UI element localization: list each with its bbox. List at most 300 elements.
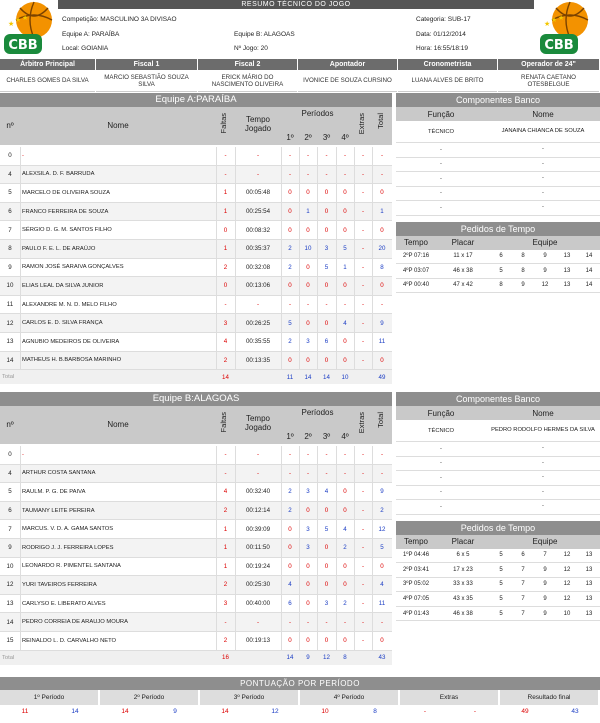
player-row <box>0 333 392 352</box>
bench-header <box>396 406 600 420</box>
player-tot: 0 <box>380 189 384 197</box>
player-p2: - <box>306 451 310 459</box>
timeout-player: 9 <box>543 596 547 603</box>
total-f: 16 <box>222 654 229 662</box>
player-f: 1 <box>223 544 228 552</box>
official-col <box>498 59 600 92</box>
official-role: Fiscal 1 <box>96 59 197 70</box>
player-f: 2 <box>223 263 228 271</box>
player-p1: 0 <box>288 562 292 570</box>
player-f: 1 <box>223 562 228 570</box>
bench-funcao: TÉCNICO <box>427 128 455 135</box>
player-p4: 0 <box>343 637 347 645</box>
player-row <box>0 296 392 315</box>
player-row <box>0 314 392 333</box>
bench-header-nome: Nome <box>532 109 554 119</box>
period-score-panel <box>0 677 600 717</box>
player-f: 0 <box>223 282 228 290</box>
bench-funcao: - <box>440 445 442 452</box>
player-p4: 0 <box>343 562 347 570</box>
svg-text:★: ★ <box>544 21 551 28</box>
player-f: 4 <box>223 488 228 496</box>
timeout-placar: 6 x 5 <box>456 552 470 559</box>
col-header-name: Nome <box>107 420 129 429</box>
player-n: 13 <box>6 600 14 608</box>
timeout-player: 7 <box>521 566 525 573</box>
player-p4: 0 <box>343 226 347 234</box>
team-title: Equipe A:PARAÍBA <box>0 93 392 107</box>
player-tot: - <box>380 618 384 626</box>
player-name: RODRIGO J. J. FERREIRA LOPES <box>22 544 114 551</box>
player-ex: - <box>361 208 365 216</box>
timeout-player: 9 <box>543 581 547 588</box>
team-b-label: Equipe B: ALAGOAS <box>234 31 295 38</box>
player-p1: 0 <box>288 282 292 290</box>
official-col <box>198 59 298 92</box>
player-p4: 5 <box>343 245 347 253</box>
player-p2: 0 <box>306 581 310 589</box>
svg-text:★: ★ <box>551 17 558 24</box>
player-p1: 0 <box>288 208 292 216</box>
player-p2: 0 <box>306 562 310 570</box>
player-p3: 0 <box>324 637 329 645</box>
match-time: Hora: 16:55/18:19 <box>416 45 469 52</box>
player-p4: 0 <box>343 338 347 346</box>
col-header-periodos: Períodos <box>301 408 334 417</box>
official-name: IVONICE DE SOUZA CURSINO <box>298 70 397 92</box>
player-p4: 0 <box>343 282 347 290</box>
official-name: MARCIO SEBASTIÃO SOUZA SILVA <box>96 70 197 92</box>
player-n: 14 <box>6 618 14 626</box>
player-t: 00:13:06 <box>245 282 271 290</box>
player-p3: 0 <box>324 507 329 515</box>
bench-funcao: - <box>440 204 442 211</box>
player-row <box>0 576 392 595</box>
player-t: 00:35:37 <box>245 245 271 253</box>
player-p4: 0 <box>343 356 347 364</box>
player-name: RAULM. P. G. DE PAIVA <box>22 488 86 495</box>
player-row <box>0 203 392 222</box>
player-row <box>0 613 392 632</box>
player-f: 3 <box>223 319 228 327</box>
total-label: Total <box>2 374 15 381</box>
player-p2: 10 <box>304 245 312 253</box>
player-p2: 0 <box>306 282 310 290</box>
player-tot: 0 <box>380 562 384 570</box>
player-t: 00:32:08 <box>245 263 271 271</box>
svg-text:★: ★ <box>15 17 22 24</box>
timeout-player: 9 <box>543 267 547 274</box>
player-n: 14 <box>6 356 14 364</box>
period-head: Resultado final <box>500 690 600 705</box>
official-col <box>398 59 498 92</box>
category: Categoria: SUB-17 <box>416 16 471 23</box>
player-p1: 2 <box>288 507 292 515</box>
col-header-faltas: Faltas <box>219 113 228 134</box>
bench-nome: - <box>542 445 544 452</box>
timeout-row <box>396 607 600 622</box>
player-f: 1 <box>223 189 228 197</box>
report-title: RESUMO TÉCNICO DO JOGO <box>58 0 534 9</box>
player-p2: 3 <box>306 544 310 552</box>
player-n: 0 <box>8 451 12 459</box>
timeout-player: 10 <box>563 610 571 617</box>
player-name: - <box>22 451 24 458</box>
bench-nome: - <box>542 160 544 167</box>
timeout-player: 12 <box>563 596 571 603</box>
player-tot: - <box>380 301 384 309</box>
team-total-row <box>0 370 392 384</box>
team-a-side-panel <box>396 93 600 293</box>
player-n: 11 <box>6 301 14 309</box>
timeout-player: 5 <box>499 566 503 573</box>
player-p4: - <box>343 469 347 477</box>
player-p3: - <box>325 618 328 626</box>
team-a-label: Equipe A: PARAÍBA <box>62 31 120 38</box>
player-tot: 0 <box>380 282 384 290</box>
player-f: - <box>224 618 227 626</box>
player-ex: - <box>361 282 365 290</box>
timeout-player: 9 <box>543 610 547 617</box>
player-p2: 0 <box>306 189 310 197</box>
player-p2: 0 <box>306 637 310 645</box>
player-tot: 9 <box>380 488 384 496</box>
player-p2: - <box>306 301 310 309</box>
player-name: ALEXSILA. D. F. BARRUDA <box>22 171 95 178</box>
player-t: - <box>256 618 260 626</box>
player-ex: - <box>361 170 365 178</box>
timeouts-title: Pedidos de Tempo <box>396 222 600 236</box>
player-n: 6 <box>8 507 12 515</box>
bench-row <box>396 201 600 216</box>
player-t: 00:26:25 <box>245 319 271 327</box>
player-name: MARCUS. V. D. A. GAMA SANTOS <box>22 526 114 533</box>
player-p4: 0 <box>343 189 347 197</box>
bench-title: Componentes Banco <box>396 93 600 107</box>
bench-funcao: - <box>440 146 442 153</box>
bench-funcao: TÉCNICO <box>427 427 455 434</box>
player-p4: - <box>343 152 347 160</box>
player-name: MARCELO DE OLIVEIRA SOUZA <box>22 189 110 196</box>
period-head: 4º Período <box>300 690 400 705</box>
player-tot: 11 <box>378 338 386 346</box>
period-value: 10 <box>321 707 329 715</box>
player-t: 00:39:09 <box>245 525 271 533</box>
player-name: MATHEUS H. B.BARBOSA MARINHO <box>22 357 122 364</box>
timeout-player: 8 <box>521 267 525 274</box>
player-p3: - <box>325 451 328 459</box>
player-p1: - <box>288 170 292 178</box>
match-number: Nº Jogo: 20 <box>234 45 268 52</box>
player-t: 00:19:13 <box>245 637 271 645</box>
official-role: Árbitro Principal <box>0 59 95 70</box>
timeout-player: 14 <box>585 253 593 260</box>
timeouts-header-tempo: Tempo <box>403 238 428 247</box>
player-p2: 0 <box>306 356 310 364</box>
player-p3: 5 <box>324 263 329 271</box>
bench-row <box>396 471 600 486</box>
player-p4: 2 <box>343 544 347 552</box>
period-value: 8 <box>373 707 377 715</box>
cbb-logo-right <box>536 0 598 56</box>
player-tot: 9 <box>380 319 384 327</box>
player-p3: 0 <box>324 282 329 290</box>
player-p1: 2 <box>288 338 292 346</box>
player-p3: 3 <box>324 245 329 253</box>
timeout-player: 13 <box>563 282 571 289</box>
period-value: 14 <box>121 707 129 715</box>
bench-nome: JANAINA CHIANCA DE SOUZA <box>501 128 585 134</box>
player-p2: 0 <box>306 600 310 608</box>
player-name: FRANCO FERREIRA DE SOUZA <box>22 208 109 215</box>
bench-row <box>396 172 600 187</box>
team-total-row <box>0 651 392 665</box>
player-row <box>0 166 392 185</box>
svg-text:★: ★ <box>8 21 15 28</box>
total-f: 14 <box>222 373 229 381</box>
player-n: 12 <box>6 319 14 327</box>
col-header-p4: 4º <box>341 432 349 441</box>
player-n: 0 <box>8 152 12 160</box>
total-p3: 14 <box>323 373 330 381</box>
player-p2: 3 <box>306 338 310 346</box>
player-row <box>0 465 392 484</box>
player-t: 00:25:54 <box>245 208 271 216</box>
logo-text-left: CBB <box>8 38 38 53</box>
player-f: 1 <box>223 245 228 253</box>
player-p4: 0 <box>343 507 347 515</box>
col-header-total: Total <box>376 412 385 428</box>
timeout-player: 13 <box>563 253 571 260</box>
timeouts-header-equipe: Equipe <box>532 238 558 247</box>
total-p4: 8 <box>343 654 347 662</box>
timeouts-title: Pedidos de Tempo <box>396 521 600 535</box>
player-row <box>0 277 392 296</box>
col-header-p2: 2º <box>304 133 312 142</box>
timeout-player: 5 <box>499 610 503 617</box>
player-p4: 4 <box>343 319 347 327</box>
bench-row <box>396 457 600 472</box>
timeout-placar: 43 x 35 <box>453 596 473 603</box>
player-t: 00:35:55 <box>245 338 271 346</box>
timeout-player: 8 <box>499 282 503 289</box>
team-table-header <box>0 406 392 446</box>
period-value: 12 <box>271 707 279 715</box>
player-tot: 0 <box>380 356 384 364</box>
player-p1: - <box>288 152 292 160</box>
player-t: 00:32:40 <box>245 488 271 496</box>
player-p2: 3 <box>306 488 310 496</box>
timeout-player: 13 <box>585 566 593 573</box>
period-head: Extras <box>400 690 500 705</box>
timeout-player: 5 <box>499 267 503 274</box>
official-role: Cronometrista <box>398 59 497 70</box>
timeouts-header <box>396 535 600 549</box>
match-location: Local: GOIANIA <box>62 45 109 52</box>
match-header <box>58 0 534 58</box>
player-p1: - <box>288 469 292 477</box>
timeout-tempo: 2ºP 03:41 <box>402 566 430 573</box>
total-p4: 10 <box>341 373 349 381</box>
player-p3: - <box>325 301 328 309</box>
bench-funcao: - <box>440 190 442 197</box>
player-p3: 0 <box>324 544 329 552</box>
logo-text-right: CBB <box>544 38 574 53</box>
player-ex: - <box>361 507 365 515</box>
timeout-player: 9 <box>543 566 547 573</box>
player-tot: 5 <box>380 544 384 552</box>
col-header-p3: 3º <box>322 133 331 142</box>
player-p2: 0 <box>306 507 310 515</box>
bench-nome: - <box>542 474 544 481</box>
player-p1: 0 <box>288 356 292 364</box>
timeout-player: 14 <box>585 282 593 289</box>
player-t: - <box>256 152 260 160</box>
timeout-player: 9 <box>521 282 525 289</box>
player-p1: 0 <box>288 525 292 533</box>
timeout-tempo: 4ºP 07:05 <box>402 596 430 603</box>
period-value: 14 <box>71 707 79 715</box>
player-tot: - <box>380 451 384 459</box>
player-p4: 0 <box>343 488 347 496</box>
period-value: 43 <box>571 707 579 715</box>
period-score-values <box>0 705 600 717</box>
bench-header-funcao: Função <box>427 109 455 119</box>
player-row <box>0 558 392 577</box>
bench-row <box>396 121 600 143</box>
player-tot: 1 <box>380 208 384 216</box>
player-t: 00:25:30 <box>245 581 271 589</box>
total-p3: 12 <box>323 654 330 662</box>
svg-text:★: ★ <box>558 15 565 22</box>
player-t: 00:05:48 <box>245 189 271 197</box>
bench-row <box>396 187 600 202</box>
timeout-placar: 11 x 17 <box>453 253 473 260</box>
player-row <box>0 240 392 259</box>
timeout-row <box>396 279 600 294</box>
period-value: 9 <box>173 707 177 715</box>
player-row <box>0 595 392 614</box>
player-row <box>0 632 392 651</box>
timeout-placar: 47 x 42 <box>453 282 473 289</box>
col-header-p1: 1º <box>286 432 294 441</box>
team-table-header <box>0 107 392 147</box>
timeout-row <box>396 563 600 578</box>
player-f: 1 <box>223 208 228 216</box>
cbb-logo-left <box>0 0 62 56</box>
player-p1: 4 <box>288 581 292 589</box>
player-p1: 0 <box>288 189 292 197</box>
bench-funcao: - <box>440 175 442 182</box>
player-tot: 4 <box>380 581 384 589</box>
timeout-row <box>396 250 600 265</box>
player-p3: 0 <box>324 319 329 327</box>
player-t: 00:13:35 <box>245 356 271 364</box>
player-n: 15 <box>6 637 14 645</box>
player-p2: 3 <box>306 525 310 533</box>
player-ex: - <box>361 525 365 533</box>
player-n: 5 <box>8 189 12 197</box>
player-f: - <box>224 301 227 309</box>
player-t: - <box>256 170 260 178</box>
player-p3: 0 <box>324 208 329 216</box>
timeout-tempo: 2ºP 07:16 <box>402 253 430 260</box>
player-p2: - <box>306 469 310 477</box>
period-score-headers <box>0 690 600 705</box>
timeout-row <box>396 264 600 279</box>
col-header-p1: 1º <box>286 133 294 142</box>
col-header-faltas: Faltas <box>219 412 228 433</box>
col-header-periodos: Períodos <box>301 109 334 118</box>
player-ex: - <box>361 226 365 234</box>
officials-table <box>0 59 600 92</box>
bench-funcao: - <box>440 489 442 496</box>
col-header-tempo: Tempo Jogado <box>244 414 272 432</box>
player-row <box>0 352 392 371</box>
bench-row <box>396 420 600 442</box>
col-header-total: Total <box>376 113 385 129</box>
player-t: - <box>256 301 260 309</box>
player-name: TAUMANY LEITE PEREIRA <box>22 507 95 514</box>
player-ex: - <box>361 488 365 496</box>
bench-nome: - <box>542 488 544 495</box>
period-value: 11 <box>21 707 29 715</box>
player-tot: 0 <box>380 226 384 234</box>
player-n: 6 <box>8 208 12 216</box>
team-title: Equipe B:ALAGOAS <box>0 392 392 406</box>
period-head: 2º Período <box>100 690 200 705</box>
official-name: CHARLES GOMES DA SILVA <box>0 70 95 92</box>
player-name: ELIAS LEAL DA SILVA JUNIOR <box>22 282 104 289</box>
bench-nome: - <box>542 503 544 510</box>
timeouts-header-placar: Placar <box>451 238 475 247</box>
player-p1: 2 <box>288 245 292 253</box>
player-f: 2 <box>223 637 228 645</box>
player-p4: 4 <box>343 525 347 533</box>
col-header-p3: 3º <box>322 432 331 441</box>
timeout-player: 6 <box>521 552 525 559</box>
official-name: RENATA CAETANO OTESBELGUE <box>498 70 599 92</box>
player-p2: - <box>306 170 310 178</box>
timeout-tempo: 4ºP 03:07 <box>402 267 430 274</box>
player-t: 00:12:14 <box>245 507 271 515</box>
bench-funcao: - <box>440 503 442 510</box>
player-ex: - <box>361 319 365 327</box>
timeout-placar: 46 x 38 <box>453 610 473 617</box>
col-header-num: nº <box>6 420 14 429</box>
period-value: 14 <box>221 707 229 715</box>
timeout-placar: 33 x 33 <box>453 581 473 588</box>
player-t: 00:19:24 <box>245 562 271 570</box>
player-t: - <box>256 469 260 477</box>
player-p4: 0 <box>343 581 347 589</box>
player-row <box>0 502 392 521</box>
player-n: 7 <box>8 226 12 234</box>
total-p2: 14 <box>304 373 312 381</box>
player-p1: - <box>288 301 292 309</box>
player-t: 00:08:32 <box>245 226 271 234</box>
player-p4: 1 <box>343 263 347 271</box>
player-t: 00:11:50 <box>246 544 270 552</box>
player-name: PEDRO CORREIA DE ARAUJO MOURA <box>22 619 128 626</box>
bench-row <box>396 442 600 457</box>
player-n: 12 <box>6 581 14 589</box>
player-p1: 0 <box>288 544 292 552</box>
player-f: 4 <box>223 338 228 346</box>
official-col <box>0 59 96 92</box>
bench-funcao: - <box>440 161 442 168</box>
team-b-table <box>0 392 392 665</box>
